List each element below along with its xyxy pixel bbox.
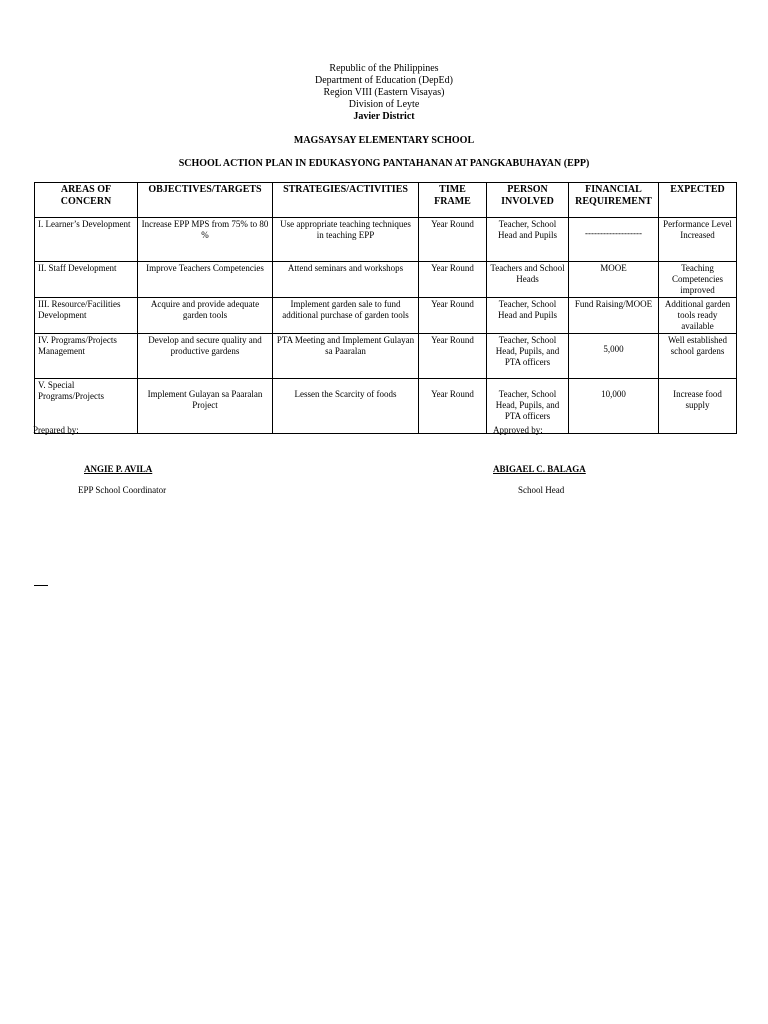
header-line-department: Department of Education (DepEd) — [314, 75, 453, 86]
table-cell: Acquire and provide adequate garden tools — [138, 298, 273, 334]
table-cell: Lessen the Scarcity of foods — [273, 379, 419, 434]
table-row — [35, 298, 737, 334]
approved-by-label: Approved by: — [493, 425, 543, 435]
table-cell: PTA Meeting and Implement Gulayan sa Paaralan — [273, 334, 419, 379]
table-cell: IV. Programs/Projects Management — [35, 334, 138, 379]
table-cell: Implement garden sale to fund additional purchase of garden tools — [273, 298, 419, 334]
table-cell: I. Learner’s Development — [35, 218, 138, 262]
table-cell: II. Staff Development — [35, 262, 138, 298]
column-header: PERSON INVOLVED — [487, 183, 569, 218]
table-cell: Implement Gulayan sa Paaralan Project — [138, 379, 273, 434]
column-header: OBJECTIVES/TARGETS — [138, 183, 273, 218]
table-cell: III. Resource/Facilities Development — [35, 298, 138, 334]
table-cell: Fund Raising/MOOE — [569, 298, 659, 334]
table-cell: Teacher, School Head, Pupils, and PTA officers — [487, 334, 569, 379]
action-plan-table — [34, 182, 737, 434]
table-cell: Teacher, School Head and Pupils — [487, 218, 569, 262]
table-cell: Year Round — [419, 298, 487, 334]
divider-dash — [34, 585, 48, 586]
column-header: FINANCIAL REQUIREMENT — [569, 183, 659, 218]
table-cell: Teacher, School Head, Pupils, and PTA officers — [487, 379, 569, 434]
column-header: STRATEGIES/ACTIVITIES — [273, 183, 419, 218]
table-cell: Attend seminars and workshops — [273, 262, 419, 298]
school-name: MAGSAYSAY ELEMENTARY SCHOOL — [293, 135, 475, 146]
table-cell: Develop and secure quality and productive gardens — [138, 334, 273, 379]
table-header-row — [35, 183, 737, 218]
column-header: EXPECTED — [659, 183, 737, 218]
table-cell: Teacher, School Head and Pupils — [487, 298, 569, 334]
table-cell: Use appropriate teaching techniques in teaching EPP — [273, 218, 419, 262]
table-row — [35, 334, 737, 379]
table-cell: V. Special Programs/Projects — [35, 379, 138, 434]
document-header — [0, 63, 768, 123]
table-cell: ------------------- — [569, 218, 659, 262]
header-line-division: Division of Leyte — [348, 99, 420, 110]
table-row — [35, 218, 737, 262]
table-cell: Additional garden tools ready available — [659, 298, 737, 334]
table-cell: Teaching Competencies improved — [659, 262, 737, 298]
table-cell: MOOE — [569, 262, 659, 298]
plan-title: SCHOOL ACTION PLAN IN EDUKASYONG PANTAHANAN AT PANGKABUHAYAN (EPP) — [178, 158, 590, 169]
preparer-role: EPP School Coordinator — [78, 485, 167, 495]
table-cell: 10,000 — [569, 379, 659, 434]
table-cell: Year Round — [419, 379, 487, 434]
table-cell: Increase food supply — [659, 379, 737, 434]
table-cell: Increase EPP MPS from 75% to 80 % — [138, 218, 273, 262]
table-cell: Well established school gardens — [659, 334, 737, 379]
prepared-by-label: Prepared by: — [33, 425, 79, 435]
table-cell: Year Round — [419, 262, 487, 298]
column-header: AREAS OF CONCERN — [35, 183, 138, 218]
table-cell: Year Round — [419, 218, 487, 262]
preparer-name: ANGIE P. AVILA — [84, 464, 153, 474]
table-cell: Performance Level Increased — [659, 218, 737, 262]
table-cell: Year Round — [419, 334, 487, 379]
header-line-district: Javier District — [353, 111, 415, 122]
table-cell: Teachers and School Heads — [487, 262, 569, 298]
header-line-country: Republic of the Philippines — [329, 63, 439, 74]
table-row — [35, 262, 737, 298]
table-row — [35, 379, 737, 434]
table-cell: 5,000 — [569, 334, 659, 379]
header-line-region: Region VIII (Eastern Visayas) — [323, 87, 445, 98]
table-cell: Improve Teachers Competencies — [138, 262, 273, 298]
column-header: TIME FRAME — [419, 183, 487, 218]
approver-role: School Head — [518, 485, 565, 495]
approver-name: ABIGAEL C. BALAGA — [493, 464, 586, 474]
